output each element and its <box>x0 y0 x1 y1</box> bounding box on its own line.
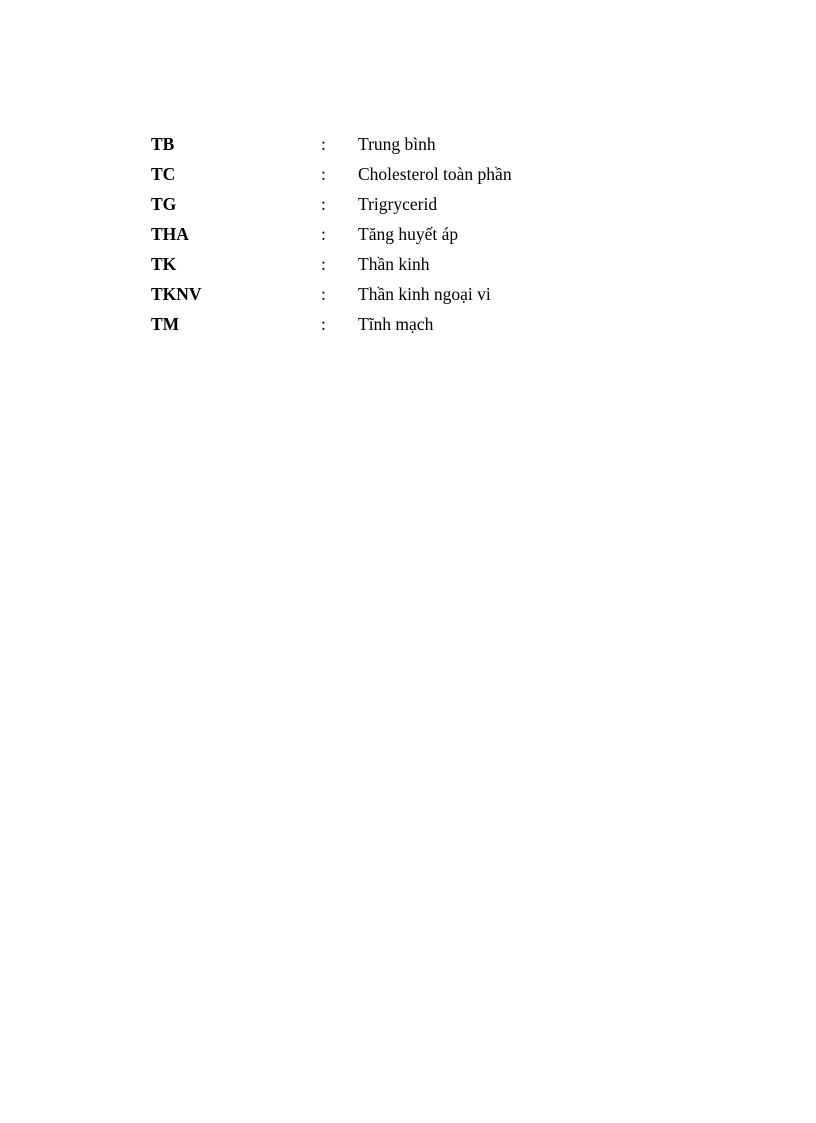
abbreviation-row <box>151 161 671 191</box>
abbreviation-row <box>151 221 671 251</box>
abbreviation-row <box>151 131 671 161</box>
separator: : <box>321 134 326 154</box>
abbreviation-term: THA <box>151 224 189 244</box>
separator: : <box>321 284 326 304</box>
abbreviation-term: TB <box>151 134 175 154</box>
abbreviation-list <box>151 131 671 341</box>
abbreviation-meaning: Trung bình <box>358 134 436 154</box>
separator: : <box>321 164 326 184</box>
separator: : <box>321 224 326 244</box>
separator: : <box>321 254 326 274</box>
abbreviation-term: TC <box>151 164 176 184</box>
abbreviation-meaning: Thần kinh <box>358 254 430 274</box>
abbreviation-row <box>151 281 671 311</box>
separator: : <box>321 194 326 214</box>
abbreviation-term: TM <box>151 314 180 334</box>
abbreviation-row <box>151 191 671 221</box>
abbreviation-term: TG <box>151 194 177 214</box>
abbreviation-term: TKNV <box>151 284 202 304</box>
abbreviation-meaning: Cholesterol toàn phần <box>358 164 512 184</box>
abbreviation-meaning: Tĩnh mạch <box>358 314 434 334</box>
abbreviation-term: TK <box>151 254 177 274</box>
separator: : <box>321 314 326 334</box>
abbreviation-meaning: Trigrycerid <box>358 194 438 214</box>
abbreviation-meaning: Thần kinh ngoại vi <box>358 284 491 304</box>
abbreviation-row <box>151 251 671 281</box>
abbreviation-meaning: Tăng huyết áp <box>358 224 459 244</box>
abbreviation-row <box>151 311 671 341</box>
